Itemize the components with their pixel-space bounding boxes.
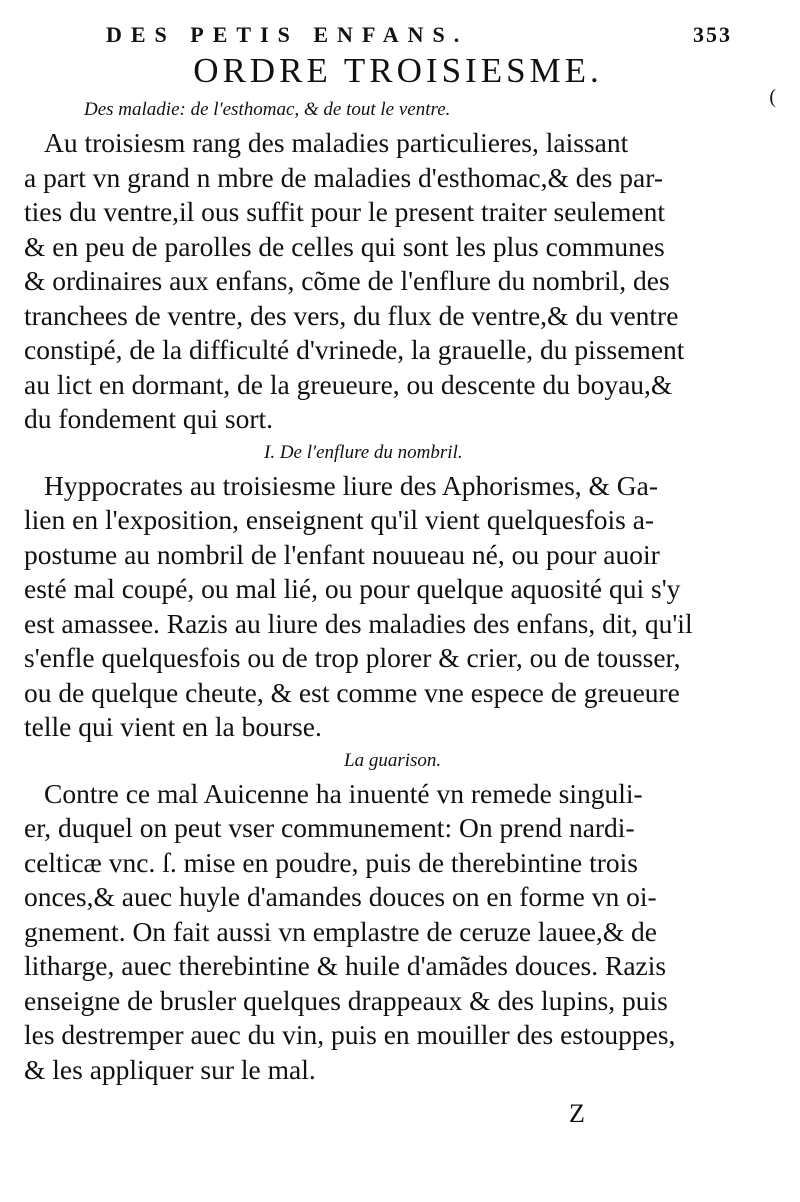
text-line: s'enfle quelquesfois ou de trop plorer & crier, ou de tousser,	[24, 642, 681, 673]
margin-mark: (	[769, 86, 776, 108]
text-line: Au troisiesm rang des maladies particulieres, laissant	[44, 127, 629, 158]
text-line: ties du ventre,il ous suffit pour le present traiter seulement	[24, 196, 665, 227]
text-line: esté mal coupé, ou mal lié, ou pour quelque aquosité qui s'y	[24, 573, 681, 604]
text-line: du fondement qui sort.	[24, 403, 273, 434]
text-line: constipé, de la difficulté d'vrinede, la grauelle, du pissement	[24, 334, 685, 365]
text-line: & les appliquer sur le mal.	[24, 1053, 316, 1085]
text-line: au lict en dormant, de la greueure, ou descente du boyau,&	[24, 368, 673, 400]
text-line: ou de quelque cheute, & est comme vne espece de greueure	[24, 676, 680, 708]
text-line: a part vn grand n mbre de maladies d'esthomac,& des par-	[24, 161, 663, 193]
text-line: enseigne de brusler quelques drappeaux & des lupins, puis	[24, 984, 668, 1016]
text-line: er, duquel on peut vser communement: On prend nardi-	[24, 812, 635, 843]
cure-paragraph	[24, 777, 772, 1088]
text-line: & en peu de parolles de celles qui sont les plus communes	[24, 230, 665, 262]
order-title: ORDRE TROISIESME.	[193, 51, 603, 90]
text-line: est amassee. Razis au liure des maladies des enfans, dit, qu'il	[24, 607, 693, 639]
text-line: gnement. On fait aussi vn emplastre de ceruze lauee,& de	[24, 915, 658, 947]
text-line: Hyppocrates au troisiesme liure des Aphorismes, & Ga-	[44, 469, 659, 501]
text-line: telle qui vient en la bourse.	[24, 711, 322, 742]
intro-paragraph	[24, 126, 772, 437]
text-line: & ordinaires aux enfans, cõme de l'enflure du nombril, des	[24, 265, 670, 296]
page-number: 353	[693, 22, 732, 47]
signature-mark: Z	[569, 1099, 585, 1128]
section-heading: I. De l'enflure du nombril.	[264, 441, 463, 463]
running-title: DES PETIS ENFANS.	[106, 22, 469, 47]
section-paragraph	[24, 469, 772, 745]
text-line: celticæ vnc. ſ. mise en poudre, puis de therebintine trois	[24, 846, 639, 878]
text-line: onces,& auec huyle d'amandes douces on en forme vn oi-	[24, 881, 657, 912]
running-head	[24, 22, 772, 52]
chapter-subtitle: Des maladie: de l'esthomac, & de tout le ventre.	[84, 99, 451, 120]
text-line: tranchees de ventre, des vers, du flux de ventre,& du ventre	[24, 299, 679, 331]
cure-heading: La guarison.	[344, 749, 442, 771]
text-line: litharge, auec therebintine & huile d'amãdes douces. Razis	[24, 950, 667, 981]
text-line: les destremper auec du vin, puis en mouiller des estouppes,	[24, 1019, 676, 1050]
text-line: postume au nombril de l'enfant nouueau né, ou pour auoir	[24, 538, 660, 570]
text-line: Contre ce mal Auicenne ha inuenté vn remede singuli-	[44, 777, 643, 809]
text-line: lien en l'exposition, enseignent qu'il vient quelquesfois a-	[24, 504, 655, 535]
